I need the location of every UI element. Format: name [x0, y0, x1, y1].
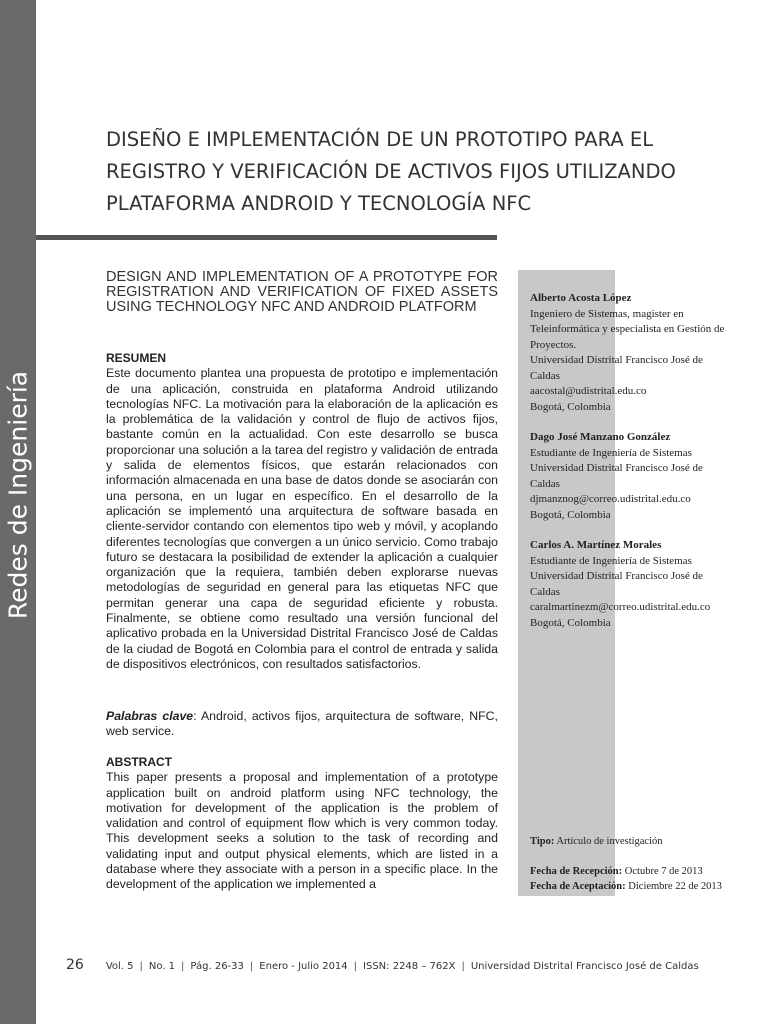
- footer-issn: ISSN: 2248 – 762X: [363, 961, 456, 972]
- author-credentials: Estudiante de Ingeniería de Sistemas: [530, 554, 692, 567]
- keywords-text: : Android, activos fijos, arquitectura de software, NFC, web service.: [106, 709, 498, 739]
- title-divider: [36, 235, 497, 240]
- author-entry: [530, 291, 726, 415]
- author-location: Bogotá, Colombia: [530, 616, 611, 629]
- footer-volume: Vol. 5: [105, 961, 134, 972]
- author-credentials: Estudiante de Ingeniería de Sistemas: [530, 446, 692, 459]
- resumen-section: [106, 351, 498, 672]
- title-english: DESIGN AND IMPLEMENTATION OF A PROTOTYPE FOR REGISTRATION AND VERIFICATION OF FIXED ASSETS USING TECHNOLOGY NFC AND ANDROID PLATFORM: [106, 269, 498, 315]
- received-value: Octubre 7 de 2013: [624, 866, 703, 877]
- accepted-value: Diciembre 22 de 2013: [628, 881, 722, 892]
- article-type-value: Artículo de investigación: [556, 836, 663, 847]
- author-credentials: Ingeniero de Sistemas, magister en Teleinformática y especialista en Gestión de Proyectos.: [530, 307, 725, 351]
- author-affiliation: Universidad Distrital Francisco José de Caldas: [530, 354, 703, 382]
- journal-sidebar: [0, 0, 36, 1024]
- author-location: Bogotá, Colombia: [530, 508, 611, 521]
- footer-period: Enero - Julio 2014: [259, 961, 348, 972]
- author-location: Bogotá, Colombia: [530, 400, 611, 413]
- received-date: [530, 864, 760, 879]
- abstract-section: [106, 755, 498, 893]
- author-email: djmanznog@correo.udistrital.edu.co: [530, 493, 691, 505]
- footer-separator: |: [353, 961, 358, 972]
- article-type-label: Tipo:: [530, 836, 555, 847]
- keywords-label: Palabras clave: [106, 709, 194, 723]
- page-footer: [66, 957, 748, 973]
- author-email: caralmartinezm@correo.udistrital.edu.co: [530, 601, 711, 613]
- footer-pages: Pág. 26-33: [190, 961, 244, 972]
- page-number: 26: [66, 957, 84, 973]
- footer-separator: |: [461, 961, 465, 972]
- footer-separator: |: [181, 961, 185, 972]
- author-affiliation: Universidad Distrital Francisco José de Caldas: [530, 570, 703, 598]
- accepted-label: Fecha de Aceptación:: [530, 881, 626, 892]
- article-dates: [530, 864, 760, 894]
- author-entry: [530, 538, 726, 631]
- accepted-date: [530, 879, 760, 894]
- author-list: [530, 291, 726, 646]
- article-type: [530, 834, 760, 849]
- author-email: aacostal@udistrital.edu.co: [530, 385, 647, 397]
- journal-name: Redes de Ingeniería: [3, 370, 33, 620]
- keywords-section: [106, 709, 498, 740]
- received-label: Fecha de Recepción:: [530, 866, 623, 877]
- abstract-text: This paper presents a proposal and implementation of a prototype application built on android platform using NFC technology, the motivation for development of the application is the problem of validation and control of equipment flow which is very common today. This development seeks a solution to the task of recording and validating input and output physical elements, which are listed in a database where they associate with a person in a specific place. In the development of the application we implemented a: [106, 770, 498, 892]
- author-entry: [530, 430, 726, 523]
- resumen-text: Este documento plantea una propuesta de prototipo e implementación de una aplicación, construida en plataforma Android utilizando tecnologías NFC. La motivación para la elaboración de la aplicación es la problemática de la validación y control de flujo de activos fijos, bastante común en la actualidad. Con este desarrollo se busca proporcionar una solución a la tarea del registro y validación de entrada y salida de elementos físicos, que estarán relacionados con información almacenada en una base de datos donde se asociarán con una persona, en un lugar en específico. En el desarrollo de la aplicación se implementó una arquitectura de software basada en cliente-servidor contando con elementos tipo web y móvil, y acoplando diferentes tecnologías que convergen a un único servicio. Como trabajo futuro se destacara la posibilidad de extender la aplicación a cualquier organización que la requiera, también deben explorarse nuevas metodologías de seguridad en general para las etiquetas NFC que permitan generar una capa de seguridad eficiente y robusta. Finalmente, se obtiene como resultado una versión funcional del aplicativo probada en la Universidad Distrital Francisco José de Caldas de la ciudad de Bogotá en Colombia para el control de entrada y salida de dispositivos electrónicos, con resultados satisfactorios.: [106, 366, 498, 671]
- footer-separator: |: [139, 961, 143, 972]
- title-spanish: DISEÑO E IMPLEMENTACIÓN DE UN PROTOTIPO PARA EL REGISTRO Y VERIFICACIÓN DE ACTIVOS FIJOS UTILIZANDO PLATAFORMA ANDROID Y TECNOLOGÍA NFC: [106, 128, 676, 215]
- footer-number: No. 1: [148, 961, 176, 972]
- author-name: Carlos A. Martínez Morales: [530, 539, 662, 551]
- resumen-heading: RESUMEN: [106, 351, 167, 365]
- footer-institution: Universidad Distrital Francisco José de Caldas: [470, 961, 699, 972]
- author-affiliation: Universidad Distrital Francisco José de Caldas: [530, 462, 703, 490]
- author-name: Alberto Acosta López: [530, 292, 632, 304]
- abstract-heading: ABSTRACT: [106, 755, 172, 769]
- author-name: Dago José Manzano González: [530, 431, 671, 443]
- footer-separator: |: [249, 961, 254, 972]
